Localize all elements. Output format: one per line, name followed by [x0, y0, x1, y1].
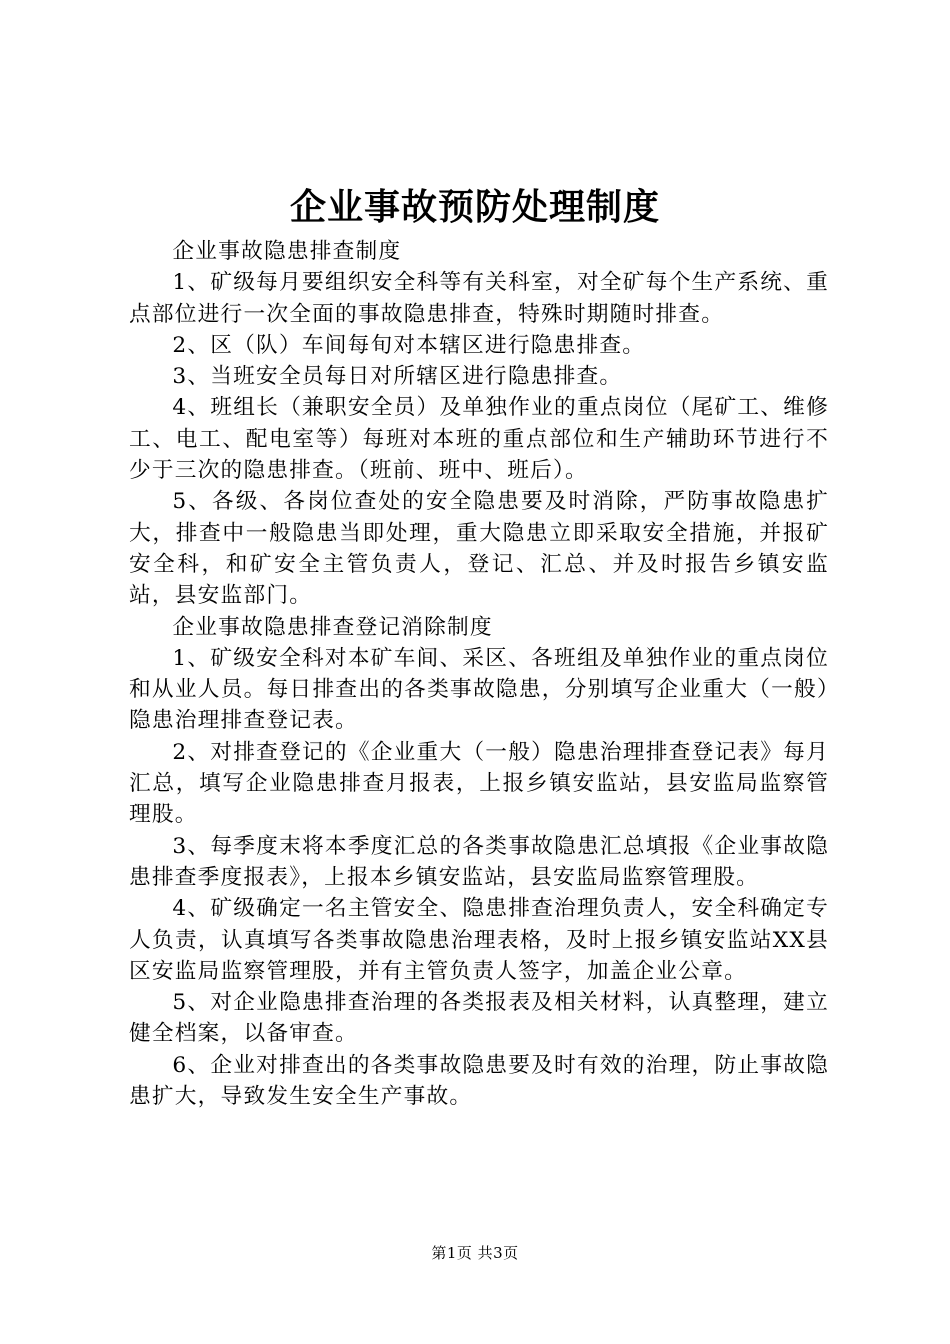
paragraph: 1、矿级每月要组织安全科等有关科室，对全矿每个生产系统、重点部位进行一次全面的事故隐患排查，特殊时期随时排查。 — [129, 270, 829, 327]
paragraph: 5、各级、各岗位查处的安全隐患要及时消除，严防事故隐患扩大，排查中一般隐患当即处理，重大隐患立即采取安全措施，并报矿安全科，和矿安全主管负责人，登记、汇总、并及时报告乡镇安监站，县安监部门。 — [129, 489, 829, 609]
paragraph: 2、区（队）车间每旬对本辖区进行隐患排查。 — [172, 332, 646, 358]
paragraph: 2、对排查登记的《企业重大（一般）隐患治理排查登记表》每月汇总，填写企业隐患排查月报表，上报乡镇安监站，县安监局监察管理股。 — [129, 739, 829, 828]
paragraph: 5、对企业隐患排查治理的各类报表及相关材料，认真整理，建立健全档案，以备审查。 — [129, 990, 829, 1047]
paragraph: 4、班组长（兼职安全员）及单独作业的重点岗位（尾矿工、维修工、电工、配电室等）每班对本班的重点部位和生产辅助环节进行不少于三次的隐患排查。（班前、班中、班后）。 — [129, 395, 829, 484]
page-footer: 第1页 共3页 — [431, 1244, 519, 1262]
paragraph: 4、矿级确定一名主管安全、隐患排查治理负责人，安全科确定专人负责，认真填写各类事故隐患治理表格，及时上报乡镇安监站XX县区安监局监察管理股，并有主管负责人签字，加盖企业公章。 — [129, 896, 829, 984]
paragraph: 3、当班安全员每日对所辖区进行隐患排查。 — [172, 364, 623, 390]
paragraph: 1、矿级安全科对本矿车间、采区、各班组及单独作业的重点岗位和从业人员。每日排查出的各类事故隐患，分别填写企业重大（一般）隐患治理排查登记表。 — [129, 645, 829, 734]
paragraph: 6、企业对排查出的各类事故隐患要及时有效的治理，防止事故隐患扩大，导致发生安全生产事故。 — [129, 1052, 829, 1110]
document-body — [129, 236, 829, 1112]
document-title: 企业事故预防处理制度 — [289, 186, 660, 228]
paragraph: 3、每季度末将本季度汇总的各类事故隐患汇总填报《企业事故隐患排查季度报表》，上报本乡镇安监站，县安监局监察管理股。 — [129, 833, 829, 890]
section-heading: 企业事故隐患排查制度 — [172, 239, 402, 264]
section-heading: 企业事故隐患排查登记消除制度 — [172, 614, 493, 640]
